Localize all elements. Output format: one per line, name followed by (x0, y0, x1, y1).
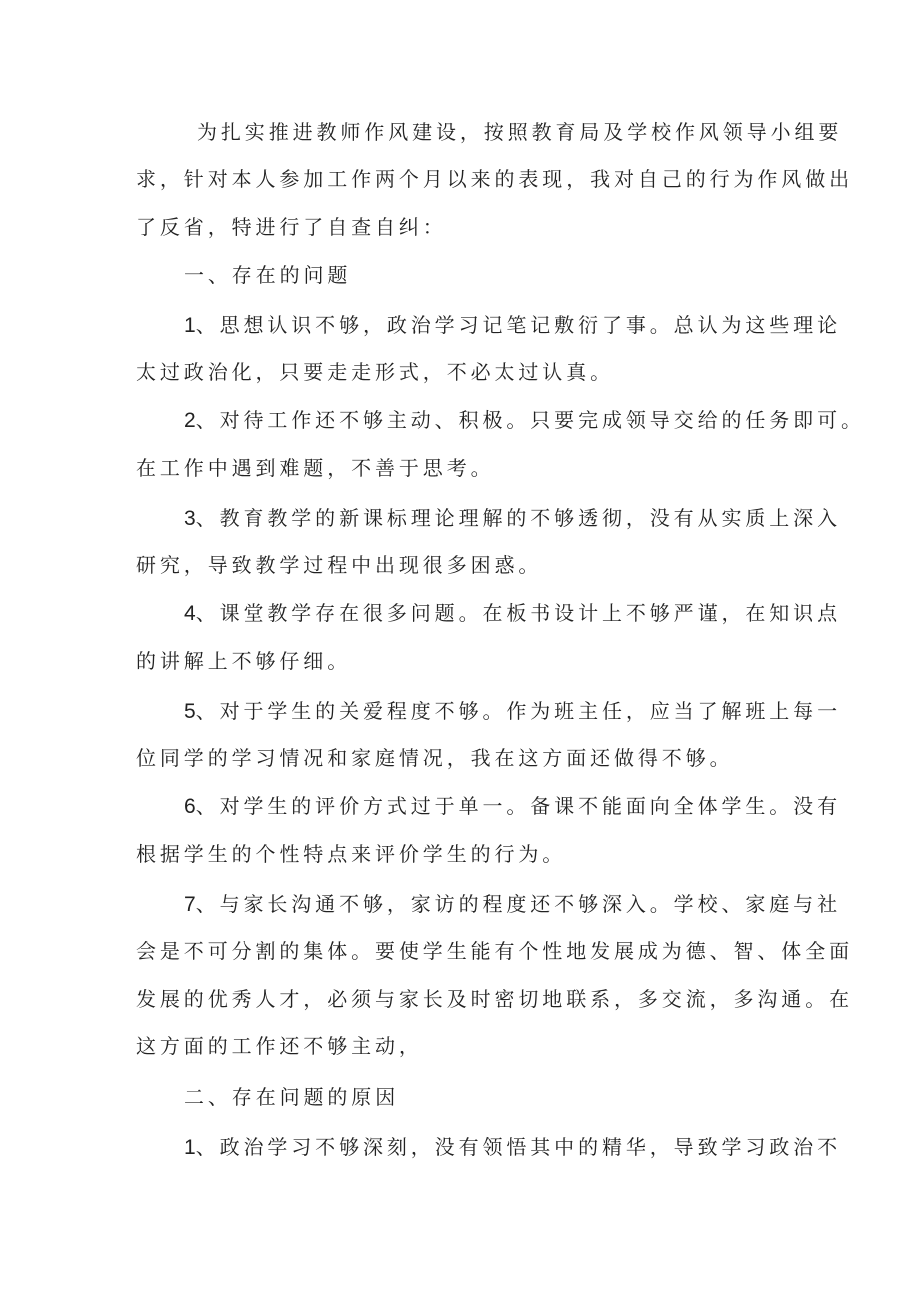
item-number: 1 (184, 1136, 196, 1159)
problem-item-4-cont: 的讲解上不够仔细。 (136, 649, 352, 673)
problem-item-2 (184, 405, 865, 436)
item-text: 、思想认识不够，政治学习记笔记敷衍了事。总认为这些理论 (195, 313, 841, 337)
item-text: 、对待工作还不够主动、积极。只要完成领导交给的任务即可。 (195, 408, 865, 432)
problem-item-1-cont: 太过政治化，只要走走形式，不必太过认真。 (136, 360, 614, 384)
item-text: 、与家长沟通不够，家访的程度还不够深入。学校、家庭与社 (195, 892, 841, 916)
item-text: 、对于学生的关爱程度不够。作为班主任，应当了解班上每一 (195, 699, 841, 723)
item-number: 1 (184, 314, 196, 337)
problem-item-3 (184, 503, 841, 534)
problem-item-5-cont: 位同学的学习情况和家庭情况，我在这方面还做得不够。 (136, 746, 734, 770)
problem-item-7 (184, 889, 841, 920)
item-number: 2 (184, 409, 196, 432)
intro-line-1: 为扎实推进教师作风建设，按照教育局及学校作风领导小组要 (197, 120, 843, 144)
problem-item-7-cont-2: 发展的优秀人才，必须与家长及时密切地联系，多交流，多沟通。在 (136, 987, 853, 1011)
intro-line-2: 求，针对本人参加工作两个月以来的表现，我对自己的行为作风做出 (136, 167, 853, 191)
problem-item-2-cont: 在工作中遇到难题，不善于思考。 (136, 456, 495, 480)
cause-item-1 (184, 1132, 841, 1163)
item-number: 5 (184, 700, 196, 723)
problem-item-4 (184, 598, 841, 629)
section-heading-problems: 一、存在的问题 (184, 263, 352, 287)
problem-item-7-cont-3: 这方面的工作还不够主动， (136, 1034, 423, 1058)
problem-item-5 (184, 696, 841, 727)
problem-item-3-cont: 研究，导致教学过程中出现很多困惑。 (136, 553, 543, 577)
problem-item-7-cont-1: 会是不可分割的集体。要使学生能有个性地发展成为德、智、体全面 (136, 939, 853, 963)
problem-item-6 (184, 791, 841, 822)
section-heading-causes: 二、存在问题的原因 (184, 1085, 400, 1109)
item-text: 、课堂教学存在很多问题。在板书设计上不够严谨，在知识点 (195, 601, 841, 625)
item-number: 7 (184, 893, 196, 916)
intro-line-3: 了反省，特进行了自查自纠： (136, 215, 447, 239)
item-number: 6 (184, 795, 196, 818)
item-number: 3 (184, 507, 196, 530)
problem-item-6-cont: 根据学生的个性特点来评价学生的行为。 (136, 842, 567, 866)
item-number: 4 (184, 602, 196, 625)
item-text: 、对学生的评价方式过于单一。备课不能面向全体学生。没有 (195, 794, 841, 818)
item-text: 、政治学习不够深刻，没有领悟其中的精华，导致学习政治不 (195, 1135, 841, 1159)
item-text: 、教育教学的新课标理论理解的不够透彻，没有从实质上深入 (195, 506, 841, 530)
problem-item-1 (184, 310, 841, 341)
